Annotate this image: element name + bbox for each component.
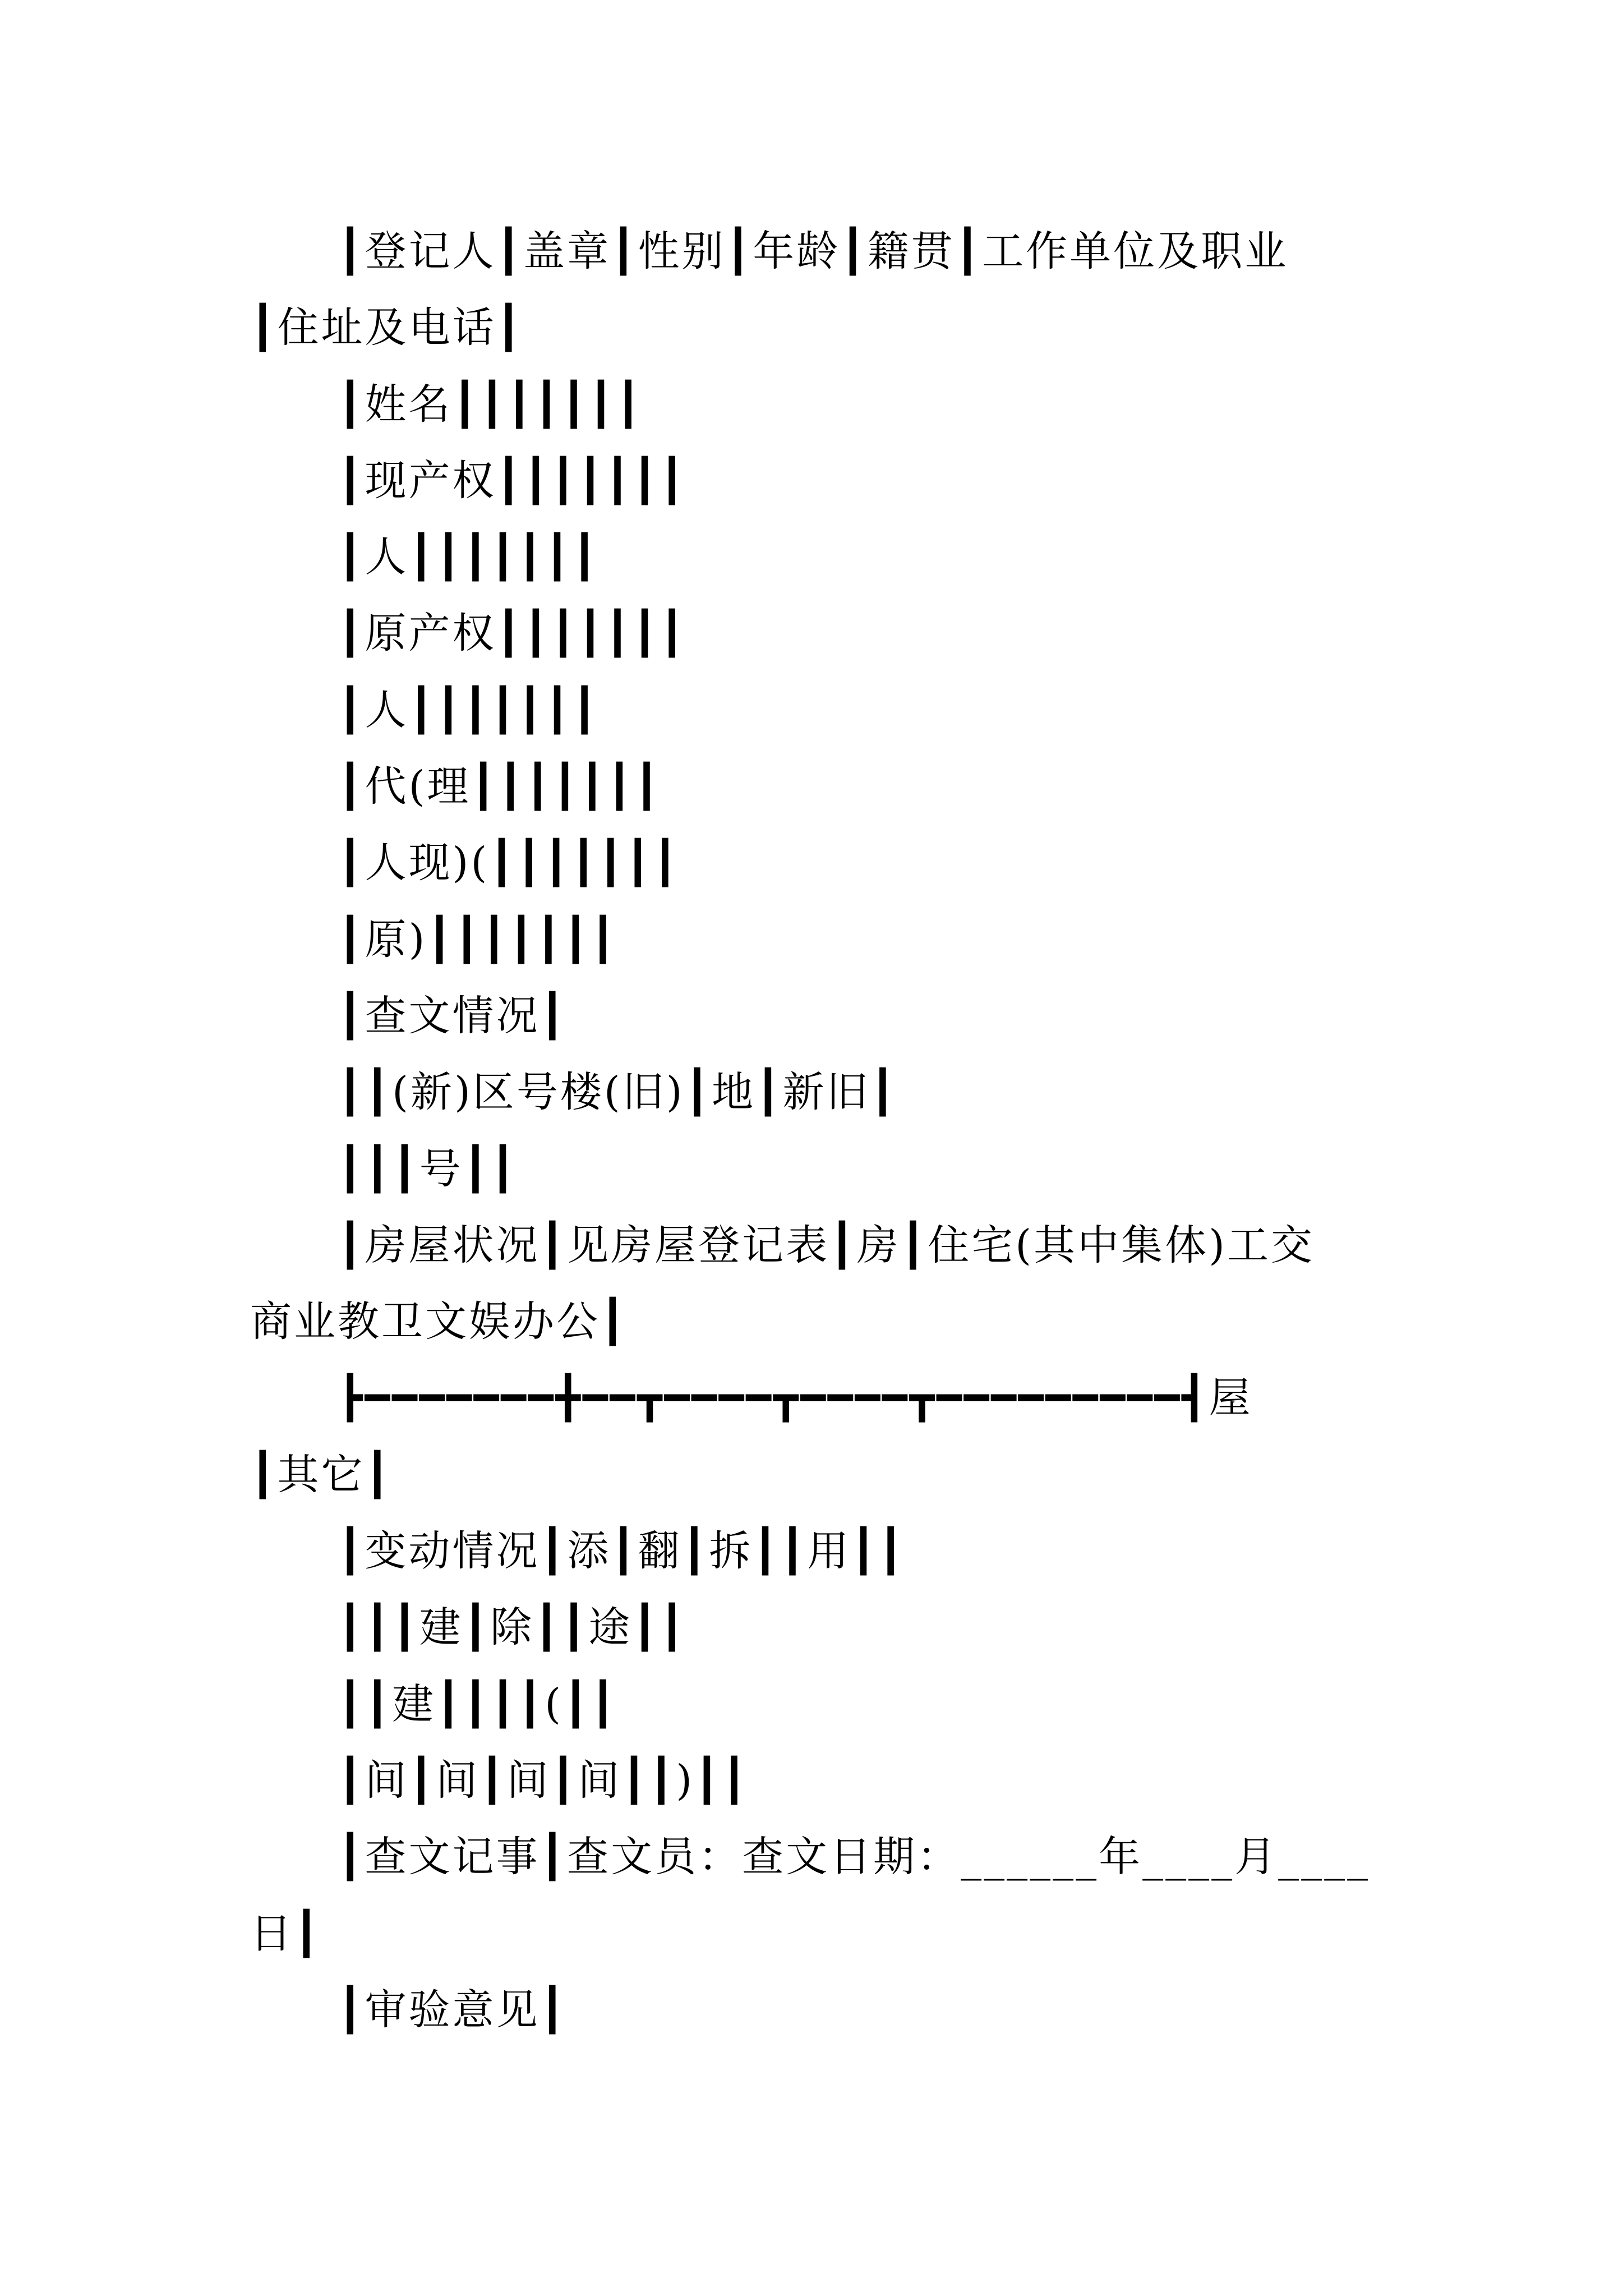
text-line: ┃原)┃┃┃┃┃┃┃ <box>338 915 618 964</box>
text-line: ┃┃(新)区号楼(旧)┃地┃新旧┃ <box>338 1068 898 1117</box>
text-line: ┃姓名┃┃┃┃┃┃┃ <box>338 380 643 429</box>
text-line: 日┃ <box>250 1909 321 1958</box>
text-line: 商业教卫文娱办公┃ <box>250 1297 628 1346</box>
text-line: ┃人┃┃┃┃┃┃┃ <box>338 685 600 734</box>
text-line: ┃间┃间┃间┃间┃┃)┃┃ <box>338 1756 749 1805</box>
table-rule-line: ┣━━━━━━━╋━━┳━━━━┳━━━━┳━━━━━━━━━┫屋 <box>338 1374 1253 1423</box>
text-line: ┃变动情况┃添┃翻┃拆┃┃用┃┃ <box>338 1527 906 1576</box>
text-line: ┃人┃┃┃┃┃┃┃ <box>338 533 600 582</box>
text-line: ┃人现)(┃┃┃┃┃┃┃ <box>338 839 680 887</box>
text-line: ┃审验意见┃ <box>338 1985 568 2034</box>
text-line: ┃住址及电话┃ <box>250 303 524 352</box>
text-line: ┃代(理┃┃┃┃┃┃┃ <box>338 762 662 811</box>
text-line: ┃其它┃ <box>250 1450 393 1499</box>
text-line: ┃┃建┃┃┃┃(┃┃ <box>338 1680 618 1728</box>
text-line: ┃现产权┃┃┃┃┃┃┃ <box>338 456 687 505</box>
text-line: ┃┃┃号┃┃ <box>338 1144 518 1193</box>
text-line: ┃登记人┃盖章┃性别┃年龄┃籍贯┃工作单位及职业 <box>338 227 1289 275</box>
text-line: ┃原产权┃┃┃┃┃┃┃ <box>338 609 687 658</box>
text-line: ┃查文记事┃查文员：查文日期：______年____月____ <box>338 1833 1371 1881</box>
text-line: ┃┃┃建┃除┃┃途┃┃ <box>338 1603 687 1652</box>
text-line: ┃查文情况┃ <box>338 991 568 1040</box>
document-body <box>250 213 1377 2048</box>
text-line: ┃房屋状况┃见房屋登记表┃房┃住宅(其中集体)工交 <box>338 1221 1315 1269</box>
